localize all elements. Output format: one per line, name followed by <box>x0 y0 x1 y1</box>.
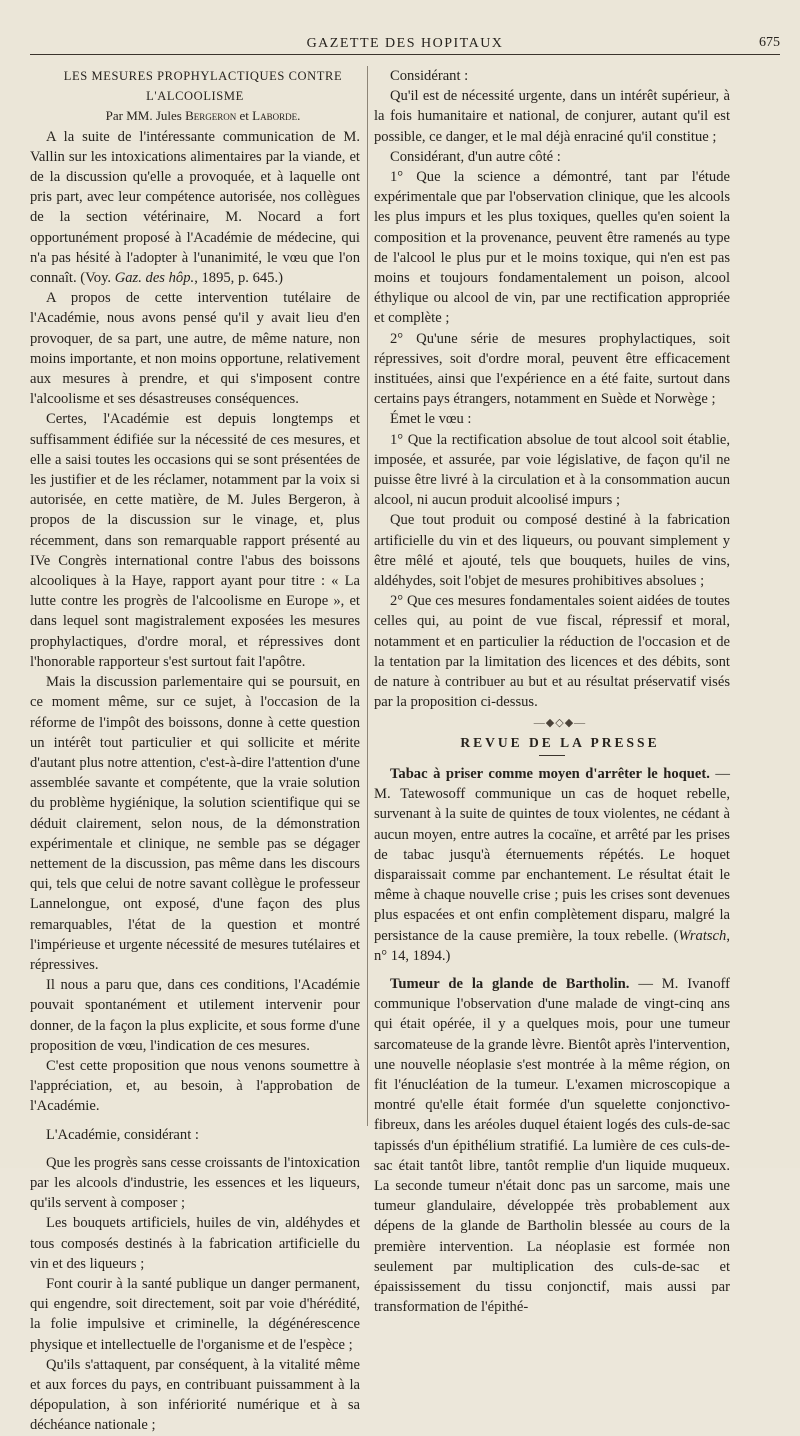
press-item-title: Tabac à priser comme moyen d'arrêter le hoquet. <box>390 765 710 782</box>
page-number: 675 <box>759 35 780 50</box>
byline-mid: et <box>236 108 253 124</box>
press-item <box>374 974 730 1317</box>
reference-tail: , 1895, p. 645.) <box>194 270 283 287</box>
paragraph: 1° Que la rectification absolue de tout alcool soit établie, imposée, et assurée, par voie législative, de façon qu'il ne puisse être livré à la circulation et à la consommation aucun alcool, ni aucun produit alcoolisé impurs ; <box>374 431 730 509</box>
revue-heading: REVUE DE LA PRESSE <box>460 734 660 750</box>
paragraph: Que les progrès sans cesse croissants de l'intoxication par les alcools d'industrie, les essences et les liqueurs, qu'ils servent à composer ; <box>30 1154 360 1212</box>
press-item-body: — M. Ivanoff communique l'observation d'une malade de vingt-cinq ans qui était opérée, il y a quelques mois, pour une tumeur sarcomateuse de la grande lèvre. Bientôt après l'intervention, une nouvelle néoplasie s'est montrée à la même région, on fit l'énucléation de la tumeur. L'examen microscopique a montré qu'elle était formée d'un squelette conjonctivo-fibreux, dans les aréoles duquel étaient logés des culs-de-sac tapissés d'un épithélium stratifié. La lumière de ces culs-de-sac était tantôt libre, tantôt remplie d'un liquide muqueux. La seconde tumeur n'était donc pas un sarcome, mais une tumeur glandulaire, développée très probablement aux dépens de la glande de Bartholin blessée au cours de la première intervention. La néoplasie est formée non seulement par multiplication des culs-de-sac et épaississement du tissu conjonctif, mais aussi par transformation de l'épithé- <box>374 975 730 1316</box>
paragraph: A propos de cette intervention tutélaire de l'Académie, nous avons pensé qu'il y avait lieu d'en provoquer, de sa part, une autre, de même nature, non moins importante, et non moins opportune, relativement aux mesures à prendre, et qui s'imposent contre l'alcoolisme et ses désastreuses conséquences. <box>30 290 360 408</box>
reference-tail: , n° 14, 1894.) <box>374 927 730 964</box>
header-rule <box>30 54 780 55</box>
reference-journal: Wratsch <box>678 927 727 944</box>
author-bergeron: Bergeron <box>185 108 237 124</box>
considerant-heading: L'Académie, considérant : <box>46 1126 199 1143</box>
right-column <box>374 66 730 1317</box>
spacer <box>30 1145 360 1153</box>
left-column <box>30 66 360 1436</box>
journal-title: GAZETTE DES HOPITAUX <box>306 36 504 51</box>
paragraph: 2° Que ces mesures fondamentales soient aidées de toutes celles qui, au point de vue fiscal, répressif et moral, notamment et en particulier la réduction de l'occasion et de la tentation par la limitation des licences et des débits, sont de nature à contribuer au but et au résultat préservatif visés par la proposition ci-dessus. <box>374 593 730 711</box>
considerant-heading: Considérant : <box>390 68 469 84</box>
press-item-title: Tumeur de la glande de Bartholin. <box>390 975 630 992</box>
byline-prefix: Par MM. Jules <box>105 108 186 124</box>
article-byline <box>30 106 360 126</box>
paragraph: Certes, l'Académie est depuis longtemps et suffisamment édifiée sur la nécessité de ces mesures, et elle a saisi toutes les occasions qui se sont présentées de les justifier et de les réclamer, notamment par la voix si autorisée, en cette matière, de M. Jules Bergeron, à propos de la discussion sur le vinage, et, plus récemment, dans son remarquable rapport présenté au IVe Congrès international contre l'abus des boissons alcooliques à la Haye, rapport ayant pour titre : « La lutte contre les progrès de l'alcoolisme en Europe », et dans lequel sont magistralement exposées les mesures prophylactiques, d'ordre moral, et répressives dont l'honorable rapporteur s'est surtout fait l'apôtre. <box>30 411 360 670</box>
paragraph: 1° Que la science a démontré, tant par l'étude expérimentale que par l'observation clinique, que les alcools les plus impurs et les plus toxiques, quelles qu'en soient la composition et la provenance, peuvent être ramenés au type de l'alcool le plus pur et le moins toxique, qui n'en est pas moins et toujours fondamentalement un poison, alcool éthylique ou alcool de vin, par une rectification appropriée et complète ; <box>374 169 730 327</box>
press-item <box>374 764 730 966</box>
press-item-body: — M. Tatewosoff communique un cas de hoquet rebelle, survenant à la suite de quintes de toux violentes, ne cédant à aucun moyen, entre autres la cocaïne, et arrêté par les prises de tabac jusqu'à éternuements répétés. Le hoquet disparaissait comme par enchantement. Le résultat était le même à chaque nouvelle crise ; puis les crises sont devenues plus espacées et ont enfin complètement disparu, malgré la persistance de la cause première, la toux rebelle. ( <box>374 765 730 944</box>
considerant-heading: Considérant, d'un autre côté : <box>390 148 561 165</box>
author-laborde: Laborde <box>252 108 298 124</box>
paragraph: Qu'ils s'attaquent, par conséquent, à la vitalité même et aux forces du pays, en contribuant puissamment à la dépopulation, à son infériorité numérique et à sa déchéance nationale ; <box>30 1356 360 1434</box>
paragraph: Font courir à la santé publique un danger permanent, qui engendre, soit directement, soit par voie d'hérédité, la folie impulsive et criminelle, la dégénérescence physique et intellectuelle de l'organisme et de l'espèce ; <box>30 1275 360 1353</box>
heading-rule <box>539 755 565 756</box>
paragraph-text: A la suite de l'intéressante communication de M. Vallin sur les intoxications alimentaires par la viande, et de la discussion qu'elle a provoquée, et à laquelle ont pris part, avec leur compétence autorisée, nos collègues de la section vétérinaire, M. Nocard a fort opportunément proposé à l'Académie de médecine, qui n'a pas hésité à l'adopter à l'unanimité, le vœu que l'on connaît. (Voy. <box>30 128 360 287</box>
paragraph: Qu'il est de nécessité urgente, dans un intérêt supérieur, à la fois humanitaire et national, de conjurer, autant qu'il est possible, ce danger, et le mal déjà enraciné qu'il constitue ; <box>374 88 730 145</box>
running-header <box>30 30 780 54</box>
paragraph: C'est cette proposition que nous venons soumettre à l'appréciation, et, au besoin, à l'approbation de l'Académie. <box>30 1057 360 1115</box>
paragraph: 2° Qu'une série de mesures prophylactiques, soit répressives, soit d'ordre moral, peuvent être efficacement instituées, ainsi que l'expérience en a été faite, surtout dans certains pays étrangers, notamment en Suède et Norwège ; <box>374 330 730 408</box>
voeu-heading: Émet le vœu : <box>390 411 472 428</box>
section-ornament: —◆◇◆— <box>533 716 587 729</box>
byline-suffix: . <box>297 108 301 124</box>
paragraph <box>30 127 360 289</box>
paragraph: Les bouquets artificiels, huiles de vin, aldéhydes et tous composés destinés à la fabrication artificielle du vin et des liqueurs ; <box>30 1215 360 1272</box>
reference-journal: Gaz. des hôp. <box>114 270 195 287</box>
column-divider <box>367 66 368 1126</box>
spacer <box>374 966 730 974</box>
spacer <box>30 1117 360 1125</box>
article-title: LES MESURES PROPHYLACTIQUES CONTRE L'ALCOOLISME <box>63 69 343 104</box>
paragraph: Mais la discussion parlementaire qui se poursuit, en ce moment même, sur ce sujet, à l'occasion de la réforme de l'impôt des boissons, donne à cette question un intérêt tout particulier et qui sollicite et mérite d'autant plus notre attention, c'est-à-dire l'attention d'une assemblée savante et compétente, que la vraie solution du problème hygiénique, la solution scientifique qui se déduit clairement, selon nous, de la démonstration expérimentale et clinique, ne semble pas se dégager nettement de la discussion, pas même dans les discours qui, tels que celui de notre savant collègue le professeur Lannelongue, ont exposé, d'une façon des plus remarquables, l'état de la question et montré l'impérieuse et urgente nécessité de mesures tutélaires et répressives. <box>30 674 360 973</box>
paragraph: Que tout produit ou composé destiné à la fabrication artificielle du vin et des liqueurs, ou pouvant simplement y être mêlé et ajouté, tels que bouquets, huiles de vins, aldéhydes, soit l'objet de mesures prohibitives absolues ; <box>374 512 730 590</box>
paragraph: Il nous a paru que, dans ces conditions, l'Académie pouvait spontanément et utilement intervenir pour donner, de la façon la plus explicite, et sous forme d'une proposition de vœu, l'indication de ces mesures. <box>30 977 360 1054</box>
